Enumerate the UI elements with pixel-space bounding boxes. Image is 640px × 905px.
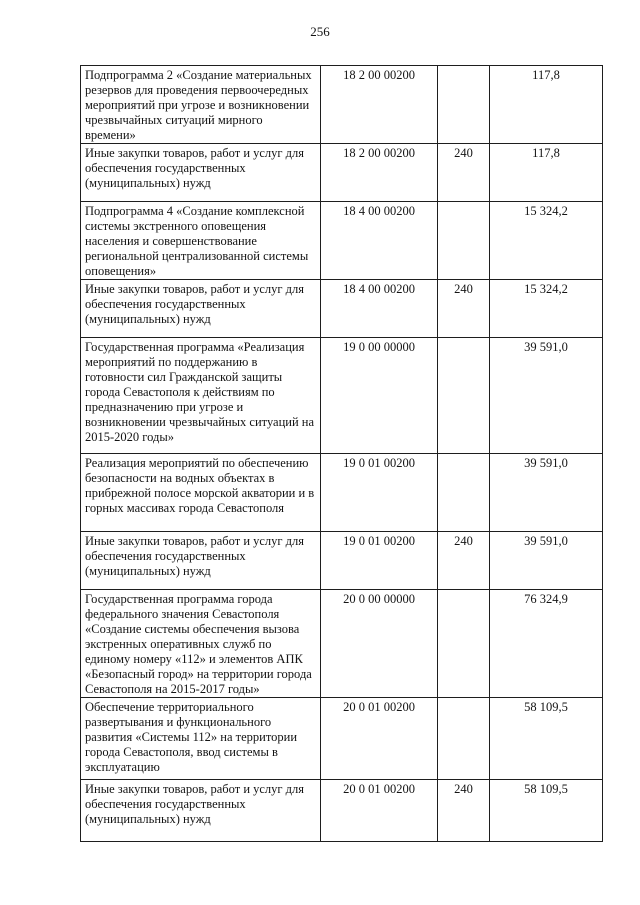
amount: 58 109,5 (490, 780, 603, 842)
expense-type (438, 590, 490, 698)
item-name: Иные закупки товаров, работ и услуг для обеспечения государственных (муниципальных) нужд (81, 780, 321, 842)
amount: 15 324,2 (490, 280, 603, 338)
target-article-code: 19 0 01 00200 (321, 532, 438, 590)
item-name: Реализация мероприятий по обеспечению безопасности на водных объектах в прибрежной полосе морской акватории и в горных массивах города Севастополя (81, 454, 321, 532)
table-row (81, 532, 603, 590)
amount: 15 324,2 (490, 202, 603, 280)
table-row (81, 202, 603, 280)
target-article-code: 19 0 00 00000 (321, 338, 438, 454)
amount: 76 324,9 (490, 590, 603, 698)
item-name: Государственная программа «Реализация мероприятий по поддержанию в готовности сил Гражданской защиты города Севастополя к действиям по предназначению при угрозе и возникновении чрезвычайных ситуаций на 2015-2020 годы» (81, 338, 321, 454)
table-row (81, 338, 603, 454)
item-name: Иные закупки товаров, работ и услуг для обеспечения государственных (муниципальных) нужд (81, 144, 321, 202)
item-name: Иные закупки товаров, работ и услуг для обеспечения государственных (муниципальных) нужд (81, 280, 321, 338)
expense-type: 240 (438, 144, 490, 202)
expense-type (438, 698, 490, 780)
expense-type: 240 (438, 532, 490, 590)
target-article-code: 20 0 00 00000 (321, 590, 438, 698)
target-article-code: 18 4 00 00200 (321, 280, 438, 338)
target-article-code: 20 0 01 00200 (321, 698, 438, 780)
table-row (81, 280, 603, 338)
table-row (81, 454, 603, 532)
page-number: 256 (310, 24, 330, 39)
table-row (81, 780, 603, 842)
table-row (81, 698, 603, 780)
target-article-code: 19 0 01 00200 (321, 454, 438, 532)
expense-type (438, 66, 490, 144)
item-name: Государственная программа города федерального значения Севастополя «Создание системы обеспечения вызова экстренных оперативных служб по единому номеру «112» и элементов АПК «Безопасный город» на территории города Севастополя на 2015-2017 годы» (81, 590, 321, 698)
amount: 39 591,0 (490, 338, 603, 454)
expense-type (438, 338, 490, 454)
target-article-code: 18 4 00 00200 (321, 202, 438, 280)
amount: 39 591,0 (490, 532, 603, 590)
table-row (81, 66, 603, 144)
table-row (81, 590, 603, 698)
target-article-code: 18 2 00 00200 (321, 144, 438, 202)
budget-table (80, 65, 603, 842)
item-name: Подпрограмма 2 «Создание материальных резервов для проведения первоочередных мероприятий при угрозе и возникновении чрезвычайных ситуаций мирного времени» (81, 66, 321, 144)
item-name: Иные закупки товаров, работ и услуг для обеспечения государственных (муниципальных) нужд (81, 532, 321, 590)
amount: 39 591,0 (490, 454, 603, 532)
expense-type (438, 454, 490, 532)
expense-type (438, 202, 490, 280)
target-article-code: 18 2 00 00200 (321, 66, 438, 144)
expense-type: 240 (438, 280, 490, 338)
item-name: Подпрограмма 4 «Создание комплексной системы экстренного оповещения населения и совершенствование региональной централизованной системы оповещения» (81, 202, 321, 280)
amount: 117,8 (490, 66, 603, 144)
target-article-code: 20 0 01 00200 (321, 780, 438, 842)
amount: 58 109,5 (490, 698, 603, 780)
expense-type: 240 (438, 780, 490, 842)
item-name: Обеспечение территориального развертывания и функционального развития «Системы 112» на территории города Севастополя, ввод системы в эксплуатацию (81, 698, 321, 780)
table-row (81, 144, 603, 202)
amount: 117,8 (490, 144, 603, 202)
